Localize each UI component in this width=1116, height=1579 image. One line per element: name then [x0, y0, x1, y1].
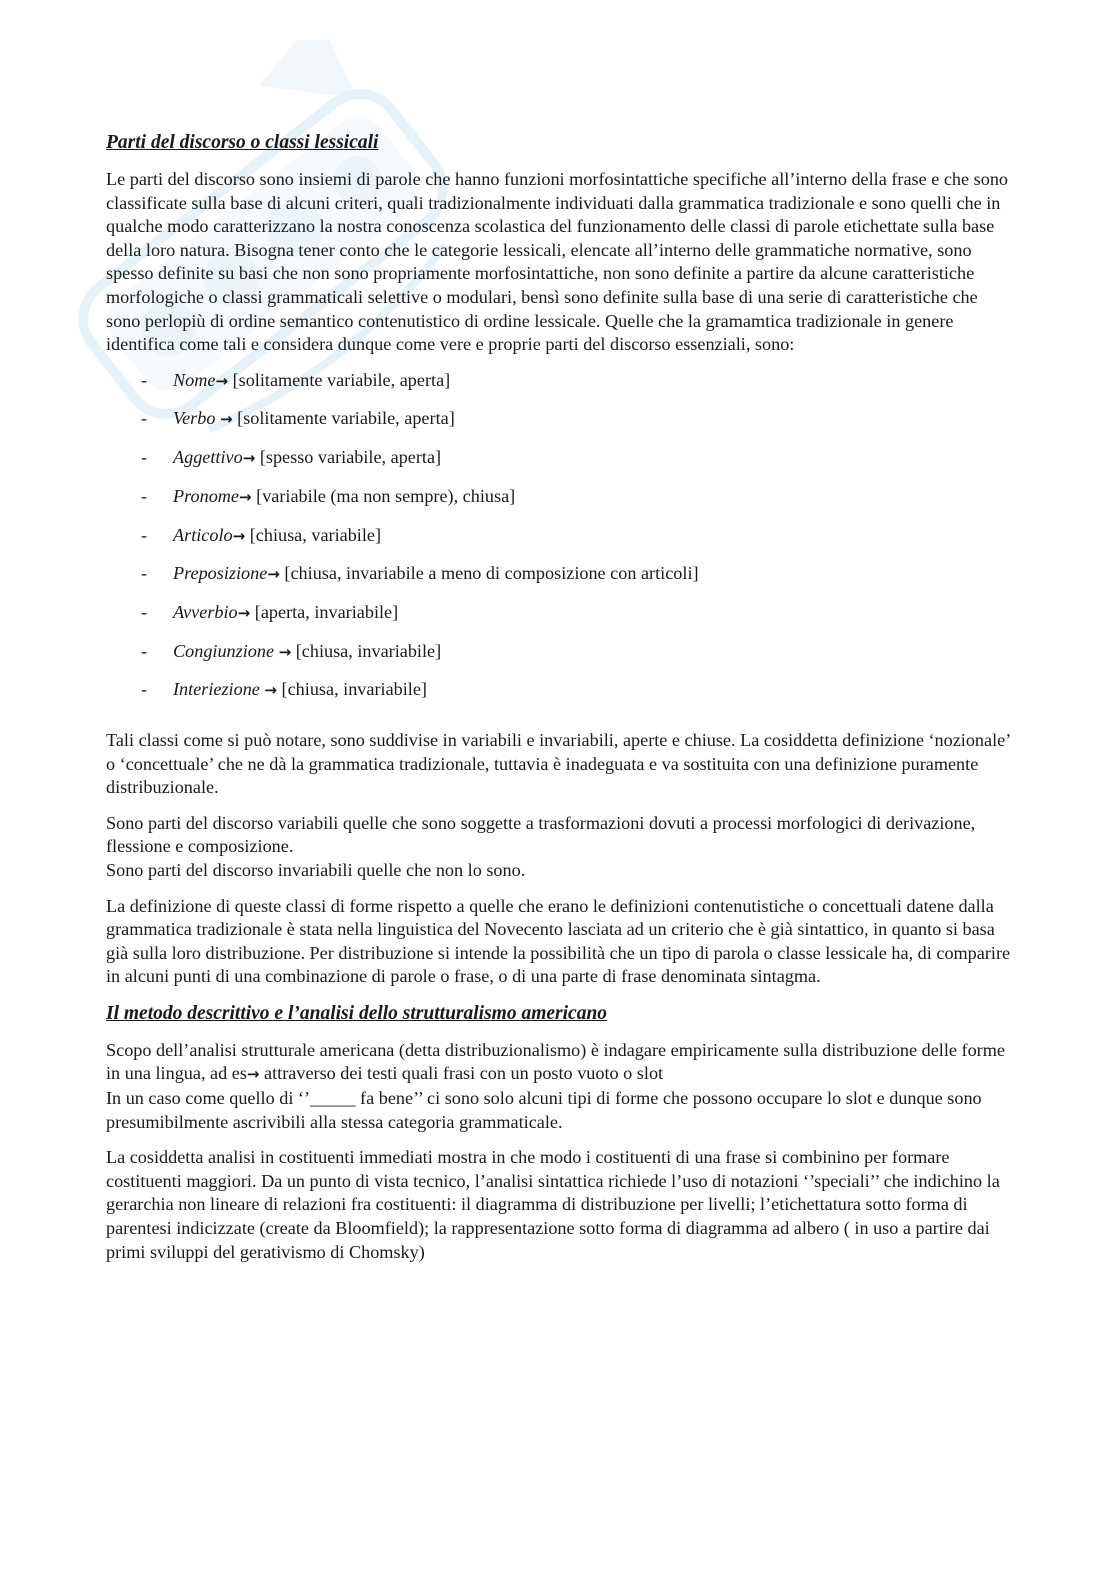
distribution-paragraph: La definizione di queste classi di forme rispetto a quelle che erano le definizioni contenutistiche o concettuali datene dalla grammatica tradizionale è stata nella linguistica del Novecento lasciata ad un criterio che è già sintattico, in quanto si basa già sulla loro distribuzione. Per distribuzione si intende la possibilità che un tipo di parola o classe lessicale ha, di comparire in alcuni punti di una combinazione di parole o frase, o di una parte di frase denominata sintagma.: [106, 895, 1011, 987]
term-description: [variabile (ma non sempre), chiusa]: [251, 485, 516, 506]
term-description: [chiusa, invariabile a meno di composizione con articoli]: [279, 563, 699, 584]
list-dash: -: [141, 640, 148, 661]
list-dash: -: [141, 563, 148, 584]
arrow-icon: →: [237, 603, 251, 622]
list-dash: -: [141, 369, 148, 390]
variable-line: Sono parti del discorso variabili quelle che sono soggette a trasformazioni dovuti a processi morfologici di derivazione, flessione e composizione.: [106, 812, 976, 857]
term-description: [chiusa, variabile]: [245, 524, 382, 545]
list-item-preposizione: [106, 562, 1011, 601]
list-dash: -: [141, 408, 148, 429]
list-item-articolo: [106, 524, 1011, 563]
term-preposizione: Preposizione: [173, 563, 268, 584]
list-dash: -: [141, 679, 148, 700]
structural-analysis-paragraph: [106, 1039, 1011, 1134]
list-dash: -: [141, 524, 148, 545]
term-description: [aperta, invariabile]: [250, 601, 399, 622]
arrow-icon: →: [264, 681, 277, 700]
variable-invariable-paragraph: [106, 812, 1011, 883]
structural-analysis-text: Scopo dell’analisi strutturale americana (detta distribuzionalismo) è indagare empiricamente sulla distribuzione delle forme in una lingua, ad es: [106, 1039, 1005, 1084]
term-congiunzione: Congiunzione: [173, 640, 275, 661]
arrow-icon: →: [267, 565, 280, 584]
term-description: [solitamente variabile, aperta]: [232, 408, 455, 429]
term-avverbio: Avverbio: [173, 601, 238, 622]
term-description: [solitamente variabile, aperta]: [228, 369, 451, 390]
parts-of-speech-list: [106, 369, 1011, 717]
arrow-icon: →: [278, 642, 292, 661]
intro-paragraph: Le parti del discorso sono insiemi di parole che hanno funzioni morfosintattiche specifiche all’interno della frase e che sono classificate sulla base di alcuni criteri, quali tradizionalmente individuati dalla grammatica tradizionale e sono quelli che in qualche modo caratterizzano la nostra conoscenza scolastica del funzionamento delle classi di parole etichettate sulla base della loro natura. Bisogna tener conto che le categorie lessicali, elencate all’interno delle grammatiche normative, sono spesso definite su basi che non sono propriamente morfosintattiche, non sono definite a partire da alcune caratteristiche morfologiche o classi grammaticali selettive o modulari, bensì sono definite sulla base di una serie di caratteristiche che sono perlopiù di ordine semantico contenutistico di ordine lessicale. Quelle che la gramamtica tradizionale in genere identifica come tali e considera dunque come vere e proprie parti del discorso essenziali, sono:: [106, 169, 1009, 355]
immediate-constituents-paragraph: La cosiddetta analisi in costituenti immediati mostra in che modo i costituenti di una frase si combinino per formare costituenti maggiori. Da un punto di vista tecnico, l’analisi sintattica richiede l’uso di notazioni ‘’speciali’’ che indichino la gerarchia non lineare di relazioni fra costituenti: il diagramma di distribuzione per livelli; l’etichettatura sotto forma di parentesi indicizzate (create da Bloomfield); la rappresentazione sotto forma di diagramma ad albero ( in uso a partire dai primi sviluppi del gerativismo di Chomsky): [106, 1147, 1000, 1262]
arrow-icon: →: [239, 487, 252, 506]
document-page: [106, 130, 1011, 1276]
term-verbo: Verbo: [173, 408, 216, 429]
slot-example-line: In un caso come quello di ‘’_____ fa bene’’ ci sono solo alcuni tipi di forme che possono occupare lo slot e dunque sono presumibilmente ascrivibili alla stessa categoria grammaticale.: [106, 1088, 982, 1132]
list-item-nome: [106, 369, 1011, 408]
list-item-congiunzione: [106, 640, 1011, 679]
arrow-icon: →: [215, 371, 229, 390]
section-title-parti-del-discorso: Parti del discorso o classi lessicali: [106, 132, 379, 153]
list-dash: -: [141, 447, 148, 468]
invariable-line: Sono parti del discorso invariabili quelle che non lo sono.: [106, 859, 526, 880]
term-pronome: Pronome: [173, 485, 240, 506]
list-item-interiezione: [106, 678, 1011, 717]
list-dash: -: [141, 485, 148, 506]
list-item-pronome: [106, 485, 1011, 524]
term-nome: Nome: [173, 369, 216, 390]
arrow-icon: →: [246, 1065, 260, 1084]
term-description: [chiusa, invariabile]: [291, 640, 442, 661]
arrow-icon: →: [219, 410, 233, 429]
arrow-icon: →: [242, 449, 256, 468]
list-item-avverbio: [106, 601, 1011, 640]
term-description: [chiusa, invariabile]: [277, 679, 427, 700]
list-item-aggettivo: [106, 446, 1011, 485]
arrow-icon: →: [232, 526, 246, 545]
term-articolo: Articolo: [173, 524, 233, 545]
classes-paragraph: Tali classi come si può notare, sono suddivise in variabili e invariabili, aperte e chiuse. La cosiddetta definizione ‘nozionale’ o ‘concettuale’ che ne dà la grammatica tradizionale, tuttavia è inadeguata e va sostituita con una definizione puramente distribuzionale.: [106, 729, 1010, 798]
list-item-verbo: [106, 407, 1011, 446]
term-description: [spesso variabile, aperta]: [255, 447, 442, 468]
term-interiezione: Interiezione: [173, 679, 260, 700]
list-dash: -: [141, 601, 148, 622]
term-aggettivo: Aggettivo: [173, 447, 243, 468]
structural-analysis-text-cont: attraverso dei testi quali frasi con un posto vuoto o slot: [259, 1063, 664, 1084]
section-title-metodo-descrittivo: Il metodo descrittivo e l’analisi dello strutturalismo americano: [106, 1002, 608, 1024]
